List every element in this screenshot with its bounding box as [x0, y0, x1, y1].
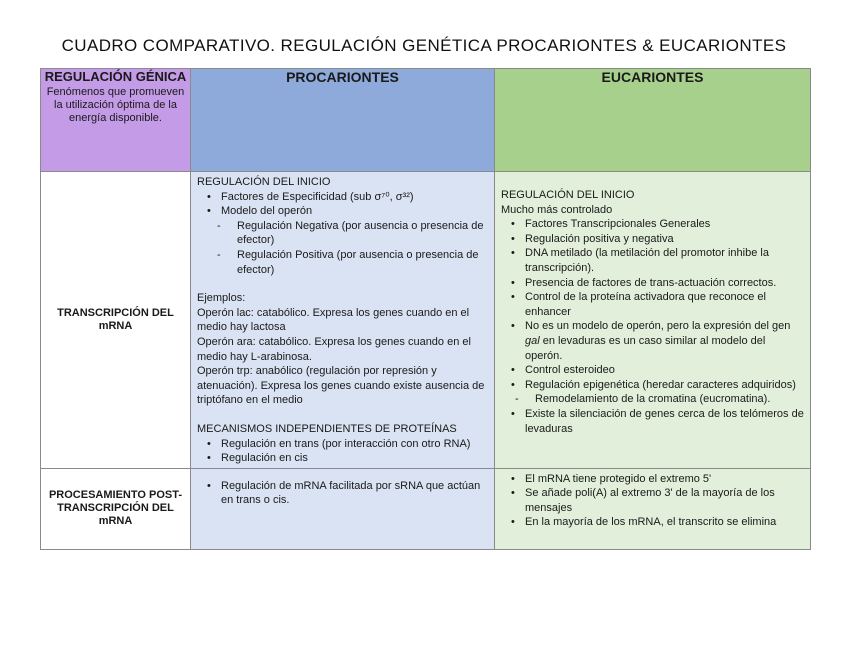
header-eucariontes: EUCARIONTES — [495, 69, 811, 172]
comparison-table — [40, 68, 811, 550]
euc-inicio-title: REGULACIÓN DEL INICIO — [501, 189, 635, 201]
pro-dash-negativa: - Regulación Negativa (por ausencia o presencia de efector) — [197, 219, 488, 248]
pro-inicio-title: REGULACIÓN DEL INICIO — [197, 176, 331, 188]
euc-gal-italic: gal — [525, 334, 540, 347]
regulacion-title: REGULACIÓN GÉNICA — [44, 69, 187, 84]
euc-gal-pre: No es un modelo de operón, pero la expresión del gen — [525, 320, 791, 333]
procesamiento-eucariontes-cell — [495, 468, 811, 549]
euc-bullet-transcrito: • En la mayoría de los mRNA, el transcrito se elimina — [501, 515, 804, 530]
page-title: CUADRO COMPARATIVO. REGULACIÓN GENÉTICA PROCARIONTES & EUCARIONTES — [61, 36, 787, 55]
pro-bullet-srna: • Regulación de mRNA facilitada por sRNA que actúan en trans o cis. — [197, 479, 488, 508]
euc-bullet-esteroideo: • Control esteroideo — [501, 363, 804, 378]
row-label-transcripcion: TRANSCRIPCIÓN DEL mRNA — [41, 172, 191, 469]
pro-ejemplo-trp: Operón trp: anabólico (regulación por represión y atenuación). Expresa los genes cuando existe ausencia de triptófano en el medio — [197, 365, 485, 407]
euc-bullet-enhancer: • Control de la proteína activadora que reconoce el enhancer — [501, 290, 804, 319]
transcripcion-eucariontes-cell — [495, 172, 811, 469]
transcripcion-procariontes-cell — [191, 172, 495, 469]
procesamiento-procariontes-cell — [191, 468, 495, 549]
euc-bullet-silenciacion: • Existe la silenciación de genes cerca de los telómeros de levaduras — [501, 407, 804, 436]
row-label-procesamiento: PROCESAMIENTO POST-TRANSCRIPCIÓN DEL mRNA — [41, 468, 191, 549]
header-regulacion — [41, 69, 191, 172]
euc-bullet-epigenetica: • Regulación epigenética (heredar caracteres adquiridos) — [501, 378, 804, 393]
euc-bullet-trans-actuacion: • Presencia de factores de trans-actuación correctos. — [501, 276, 804, 291]
euc-bullet-gal — [501, 319, 804, 363]
pro-bullet-trans: • Regulación en trans (por interacción con otro RNA) — [197, 437, 488, 452]
euc-bullet-extremo5: • El mRNA tiene protegido el extremo 5' — [501, 472, 804, 487]
euc-bullet-polia: • Se añade poli(A) al extremo 3' de la mayoría de los mensajes — [501, 486, 804, 515]
header-procariontes: PROCARIONTES — [191, 69, 495, 172]
pro-ejemplo-lac: Operón lac: catabólico. Expresa los genes cuando en el medio hay lactosa — [197, 306, 470, 334]
euc-bullet-dna: • DNA metilado (la metilación del promotor inhibe la transcripción). — [501, 246, 804, 275]
euc-subtitle: Mucho más controlado — [501, 203, 613, 216]
regulacion-description: Fenómenos que promueven la utilización óptima de la energía disponible. — [46, 86, 185, 124]
header-row — [41, 69, 811, 172]
row-procesamiento — [41, 468, 811, 549]
pro-bullet-operon: • Modelo del operón — [197, 204, 488, 219]
pro-ejemplos-title: Ejemplos: — [197, 292, 246, 305]
euc-bullet-factores: • Factores Transcripcionales Generales — [501, 217, 804, 232]
pro-ejemplo-ara: Operón ara: catabólico. Expresa los genes cuando en el medio hay L-arabinosa. — [197, 335, 471, 363]
pro-mecanismos-title: MECANISMOS INDEPENDIENTES DE PROTEÍNAS — [197, 422, 457, 435]
euc-bullet-regulacion: • Regulación positiva y negativa — [501, 232, 804, 247]
row-transcripcion — [41, 172, 811, 469]
pro-bullet-cis: • Regulación en cis — [197, 451, 488, 466]
pro-bullet-factores: • Factores de Especificidad (sub σ⁷⁰, σ³²) — [197, 190, 488, 205]
euc-dash-cromatina: - Remodelamiento de la cromatina (eucromatina). — [501, 392, 804, 407]
pro-dash-positiva: - Regulación Positiva (por ausencia o presencia de efector) — [197, 248, 488, 277]
euc-gal-post: en levaduras es un caso similar al modelo del operón. — [525, 334, 766, 362]
